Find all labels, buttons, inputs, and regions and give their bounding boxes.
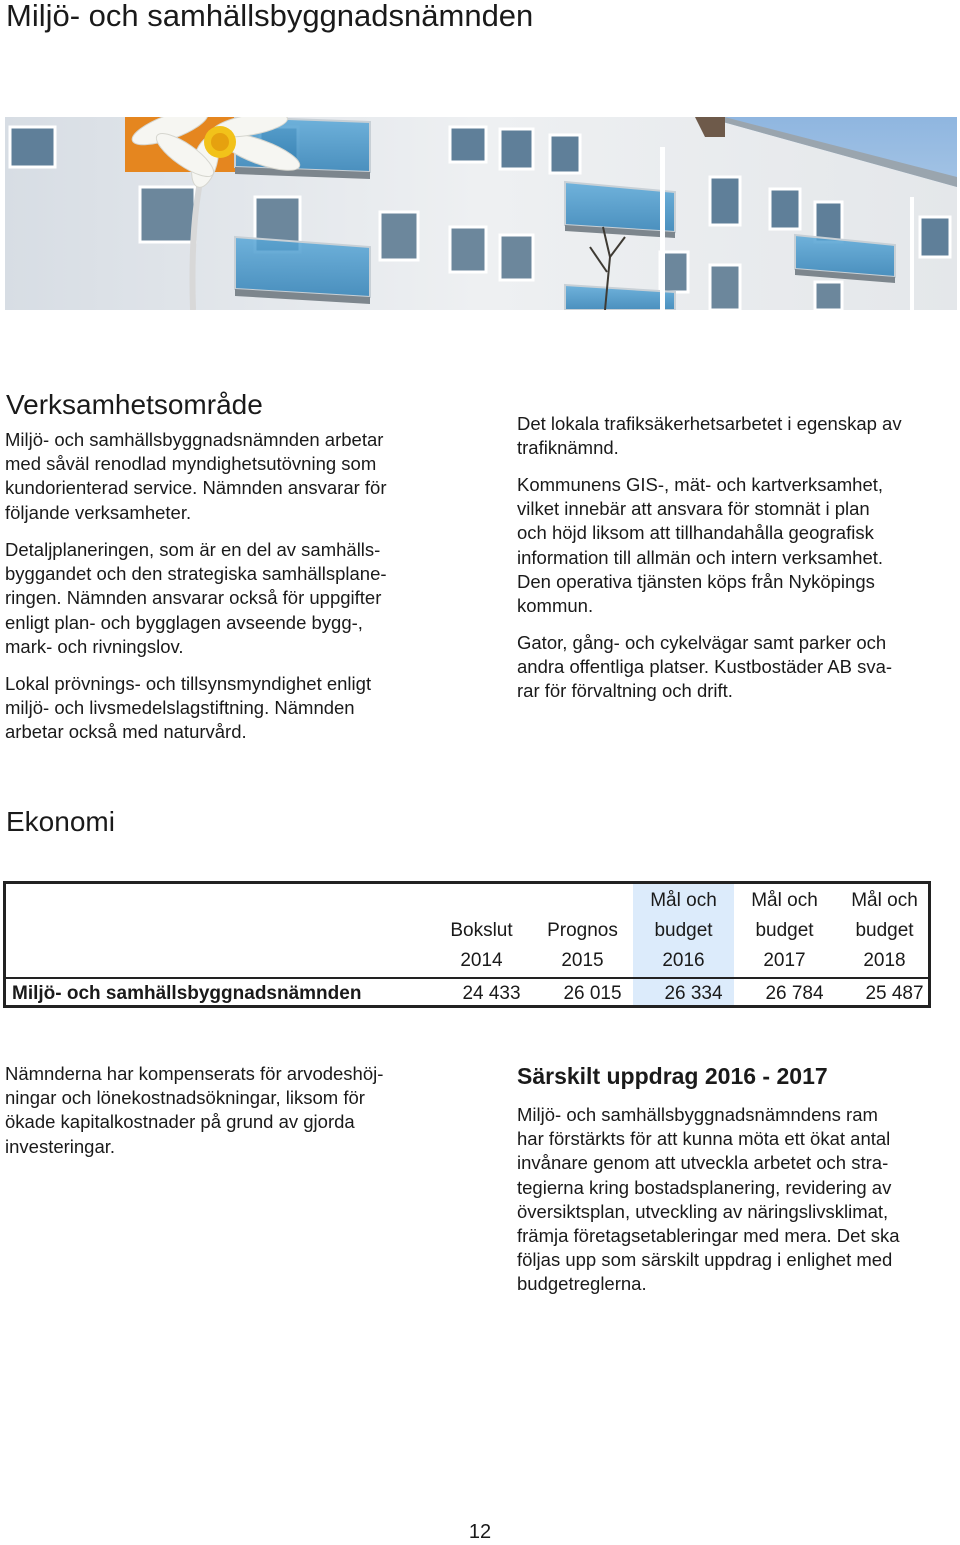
page-title: Miljö- och samhällsbyggnadsnämnden	[6, 0, 534, 33]
table-cell: 26 334	[664, 983, 723, 1004]
table-row-label: Miljö- och samhällsbyggnadsnämnden	[12, 983, 362, 1004]
verksamhet-tillsyn: Lokal prövnings- och tillsynsmyndighet enligt miljö- och livsmedelslagstiftning. Nämnden arbetar också med naturvård.	[5, 673, 372, 743]
uppdrag-text: Miljö- och samhällsbyggnadsnämndens ram har förstärkts för att kunna möta ett ökat antal invånare genom att utveckla arbetet och stra- tegierna kring bostadsplanering, revidering av översiktsplan, utveckling av näringslivsklimat, främja företagsetableringar med mera. Det ska följas upp som särskilt uppdrag i enlighet med budgetreglerna.	[517, 1104, 900, 1295]
column-header: Mål och budget 2017	[751, 890, 818, 971]
page-number: 12	[468, 1521, 492, 1543]
table-cell: 26 784	[765, 983, 824, 1004]
column-header: Bokslut 2014	[450, 920, 513, 971]
table-cell: 25 487	[865, 983, 924, 1004]
table-cell: 26 015	[563, 983, 622, 1004]
budget-table	[3, 881, 931, 1008]
building-photo	[5, 117, 957, 310]
ekonomi-heading: Ekonomi	[6, 806, 115, 837]
verksamhet-gator: Gator, gång- och cykelvägar samt parker och andra offentliga platser. Kustbostäder AB sva- rar för förvaltning och drift.	[517, 632, 893, 702]
table-divider	[6, 977, 928, 979]
table-cell: 24 433	[462, 983, 521, 1004]
column-header: Prognos 2015	[547, 920, 618, 971]
ekonomi-note: Nämnderna har kompenserats för arvodeshöj- ningar och lönekostnadsökningar, liksom för ökade kapitalkostnader på grund av gjorda investeringar.	[5, 1063, 384, 1157]
column-header: Mål och budget 2018	[851, 890, 918, 971]
verksamhet-detaljplanering: Detaljplaneringen, som är en del av samhälls- byggandet och den strategiska samhällsplane- ringen. Nämnden ansvarar också för uppgifter enligt plan- och bygglagen avseende bygg-, mark- och rivningslov.	[5, 539, 387, 657]
verksamhet-intro: Miljö- och samhällsbyggnadsnämnden arbetar med såväl renodlad myndighetsutövning som kundorienterad service. Nämnden ansvarar för följande verksamheter.	[5, 429, 387, 523]
verksamhet-heading: Verksamhetsområde	[6, 389, 263, 420]
verksamhet-gis: Kommunens GIS-, mät- och kartverksamhet, vilket innebär att ansvara för stomnät i plan och höjd liksom att tillhandahålla geografisk information till allmän och intern verksamhet. Den operativa tjänsten köps från Nyköpings kommun.	[517, 474, 884, 617]
column-header: Mål och budget 2016	[650, 890, 717, 971]
uppdrag-heading: Särskilt uppdrag 2016 - 2017	[517, 1063, 828, 1089]
verksamhet-trafik: Det lokala trafiksäkerhetsarbetet i egenskap av trafiknämnd.	[517, 413, 902, 459]
